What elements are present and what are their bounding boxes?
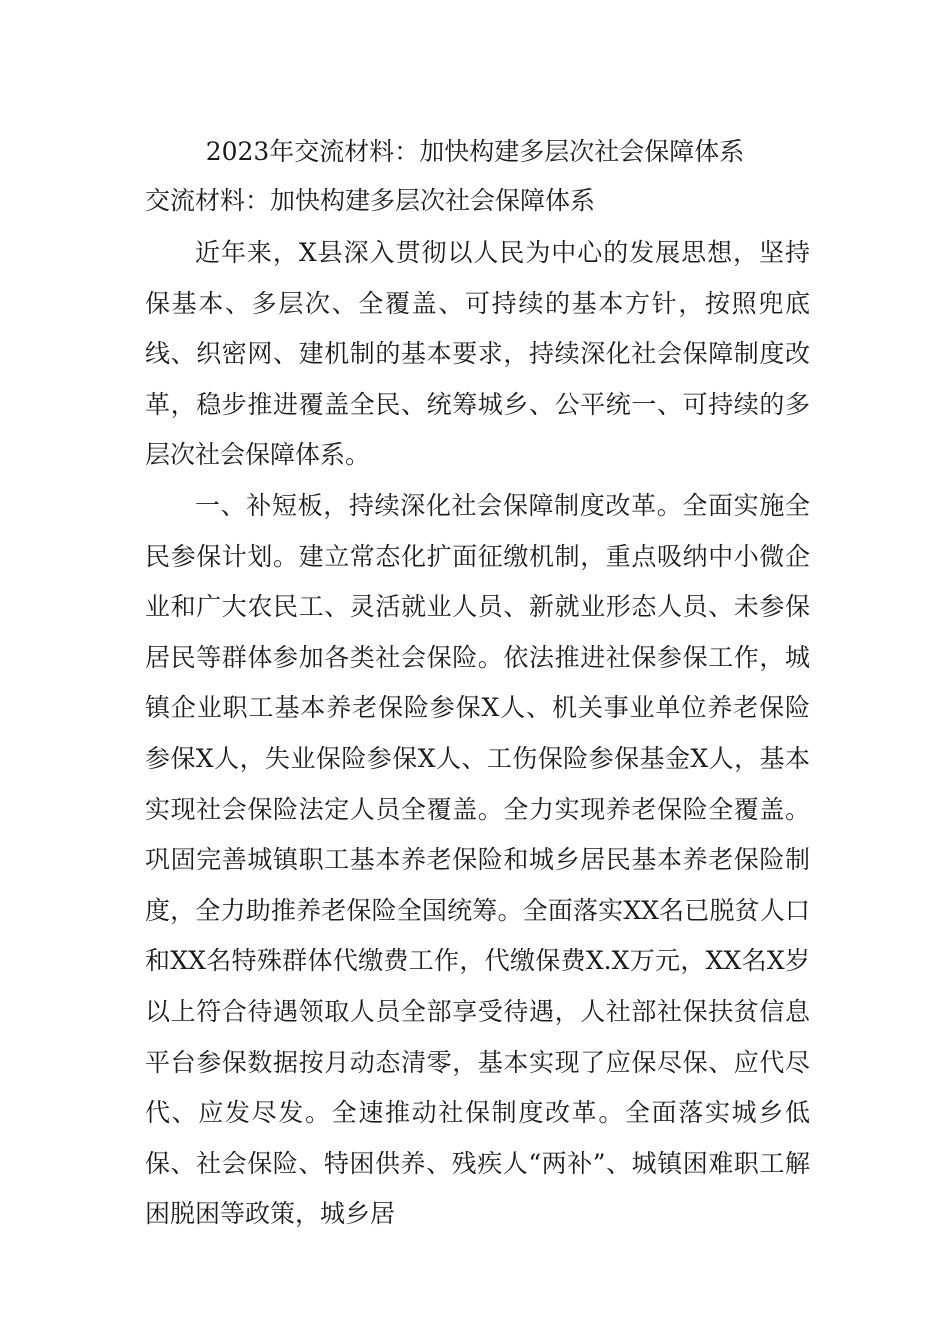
paragraph-section-one: 一、补短板，持续深化社会保障制度改革。全面实施全民参保计划。建立常态化扩面征缴机制，重点吸纳中小微企业和广大农民工、灵活就业人员、新就业形态人员、未参保居民等群体参加各类社会保险。依法推进社保参保工作，城镇企业职工基本养老保险参保X人、机关事业单位养老保险参保X人，失业保险参保X人、工伤保险参保基金X人，基本实现社会保险法定人员全覆盖。全力实现养老保险全覆盖。巩固完善城镇职工基本养老保险和城乡居民基本养老保险制度，全力助推养老保险全国统筹。全面落实XX名已脱贫人口和XX名特殊群体代缴费工作，代缴保费X.X万元，XX名X岁以上符合待遇领取人员全部享受待遇，人社部社保扶贫信息平台参保数据按月动态清零，基本实现了应保尽保、应代尽代、应发尽发。全速推动社保制度改革。全面落实城乡低保、社会保险、特困供养、残疾人“两补”、城镇困难职工解困脱困等政策，城乡居 <box>145 490 810 1229</box>
document-title: 2023年交流材料：加快构建多层次社会保障体系 <box>205 137 745 166</box>
paragraph-intro: 近年来，X县深入贯彻以人民为中心的发展思想，坚持保基本、多层次、全覆盖、可持续的基本方针，按照兜底线、织密网、建机制的基本要求，持续深化社会保障制度改革，稳步推进覆盖全民、统筹城乡、公平统一、可持续的多层次社会保障体系。 <box>145 238 810 470</box>
document-subtitle: 交流材料：加快构建多层次社会保障体系 <box>145 186 596 215</box>
document-body <box>145 228 810 1240</box>
